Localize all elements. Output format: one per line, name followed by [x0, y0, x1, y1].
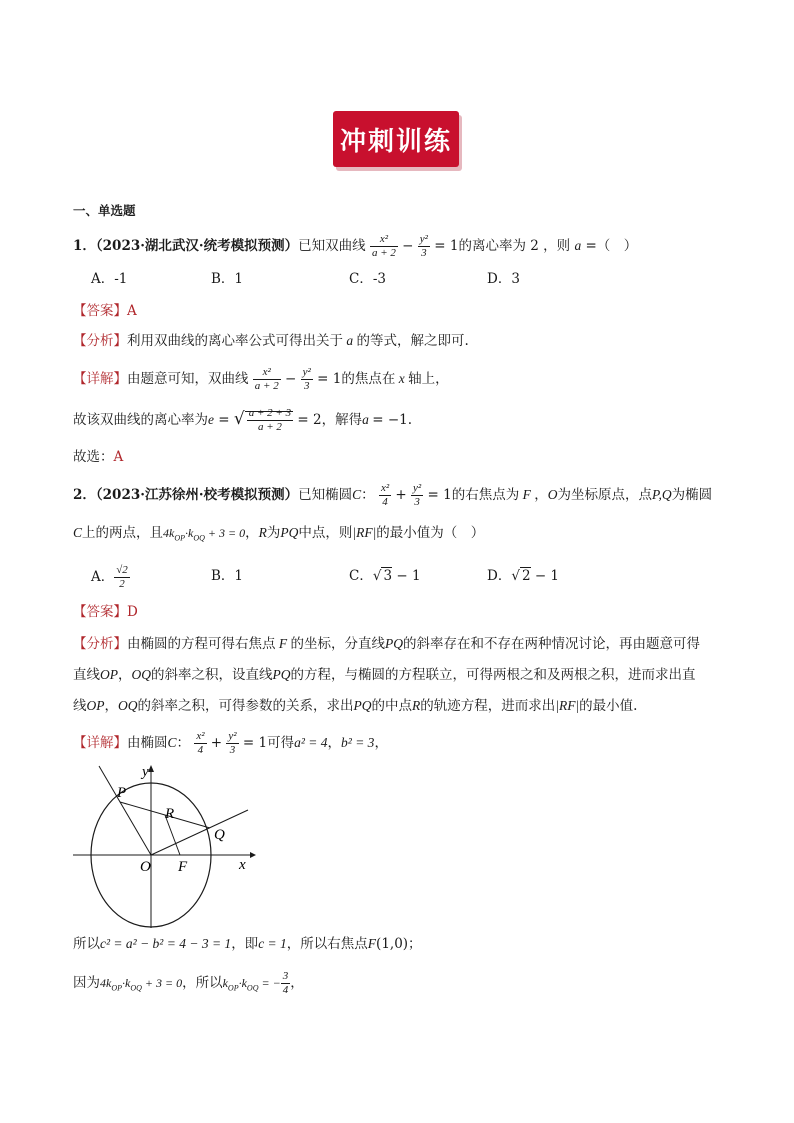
q2-detail-frac1: $\frac{\text{x²}}{4}$ [196, 730, 205, 756]
q2-analysis-l2a: 直线 [73, 667, 100, 683]
q2-analysis-l3b: 的斜率之积，可得参数的关系，求出 [137, 698, 354, 714]
q2-after-frac: $\frac{3}{4}$ [282, 970, 289, 996]
q2-option-d[interactable]: D．√ 2 − 1 [487, 568, 560, 584]
q1-line2-post: ，解得 [321, 412, 363, 428]
q1-analysis-tail: 的等式，解之即可. [356, 333, 469, 349]
q1-answer-value: A [127, 303, 137, 319]
ellipse-figure [70, 760, 260, 930]
q2-after1b: ，即 [231, 936, 259, 952]
q2-stem-pre: 已知椭圆 [298, 487, 353, 503]
label-o: O [140, 859, 151, 875]
q1-detail-post: 的焦点在 [341, 371, 396, 387]
label-x: x [239, 857, 246, 873]
q2-stem2-mid: 为 [266, 525, 281, 541]
q2-answer-label: 【答案】 [73, 604, 127, 620]
q1-line2-eq: = 2 [297, 412, 322, 428]
q2-option-b[interactable]: B．1 [211, 568, 244, 584]
q1-option-d[interactable]: D．3 [487, 271, 520, 287]
q2-stem-line2: C上的两点，且$4k_{OP}\cdot k_{OQ} + 3 = 0$，R为PQ中点，则|RF|的最小值为（ ） [73, 525, 485, 543]
q2-analysis-line1: 【分析】由椭圆的方程可得右焦点 F 的坐标，分直线PQ的斜率存在和不存在两种情况讨论，再由题意可得 [73, 636, 700, 652]
label-f: F [178, 859, 188, 875]
q1-detail: 【详解】由题意可知，双曲线 $\frac{\text{x²}}{a + 2}$ − $\frac{\text{y²}}{3}$ = 1的焦点在 x 轴上， [73, 366, 449, 392]
label-y: y [142, 764, 149, 780]
q2-stem: 2．（2023·江苏徐州·校考模拟预测）已知椭圆C： $\frac{\text{x²}}{4}$ + $\frac{\text{y²}}{3}$ = 1的右焦点为 F ，O为坐标原点，点P,Q为椭圆 [73, 482, 713, 508]
q1-choose-label: 故选： [73, 449, 114, 465]
q2-analysis-l1: 由椭圆的方程可得右焦点 [127, 636, 276, 652]
q2-frac1: $\frac{\text{x²}}{4}$ [380, 482, 390, 508]
q2-analysis-l1c: 的斜率存在和不存在两种情况讨论，再由题意可得 [403, 636, 700, 652]
q1-eq-tail: = 1 [434, 238, 459, 254]
q1-stem-pre: 已知双曲线 [298, 238, 366, 254]
section-title: 一、单选题 [73, 203, 136, 218]
q1-stem: 1．（2023·湖北武汉·统考模拟预测）已知双曲线 $\frac{\text{x²}}{a + 2}$ − $\frac{\text{y²}}{3}$ = 1的离心率为 2 ，则 a =（ ） [73, 233, 638, 259]
label-q: Q [214, 827, 225, 843]
y-axis-arrow [148, 765, 154, 772]
q2-analysis-l2c: 的方程，与椭圆的方程联立，可得两根之和及两根之积，进而求出直 [290, 667, 696, 683]
q2-analysis-l3a: 线 [73, 698, 87, 714]
q2-analysis-line2: 直线OP，OQ的斜率之积，设直线PQ的方程，与椭圆的方程联立，可得两根之和及两根之积，进而求出直 [73, 667, 696, 683]
q1-line2-result: = −1. [372, 412, 413, 428]
q1-analysis-label: 【分析】 [73, 333, 127, 349]
q2-line-c: 所以c² = a² − b² = 4 − 3 = 1，即c = 1，所以右焦点F(1,0)； [73, 936, 422, 952]
q2-option-a-label: A． [91, 569, 115, 585]
q2-answer [73, 602, 138, 622]
q2-detail-pre: 由椭圆 [127, 735, 168, 751]
x-axis-arrow [250, 852, 256, 858]
q1-number: 1． [73, 238, 96, 254]
q2-option-d-label: D． [487, 568, 512, 584]
q2-stem2-mid2: 中点，则 [298, 525, 353, 541]
q1-option-b[interactable]: B．1 [211, 271, 244, 287]
q2-analysis-l3d: 的轨迹方程，进而求出 [420, 698, 556, 714]
q2-number: 2． [73, 487, 96, 503]
label-p: P [117, 785, 127, 801]
q1-stem-end: =（ ） [585, 238, 638, 254]
q1-line2-frac: $\frac{a + 2 + 3}{a + 2}$ [248, 407, 292, 433]
q2-after2b: ，所以 [182, 975, 223, 991]
q2-analysis-l2b: 的斜率之积，设直线 [151, 667, 273, 683]
q1-source: （2023·湖北武汉·统考模拟预测） [95, 238, 299, 254]
q2-detail-label: 【详解】 [73, 735, 127, 751]
q1-line2-pre: 故该双曲线的离心率为 [73, 412, 208, 428]
q2-stem2-end: 的最小值为（ ） [376, 525, 485, 541]
q2-line-k: 因为$4k_{OP}\cdot k_{OQ} + 3 = 0$，所以$k_{OP}\cdot k_{OQ}$ = − $\frac{3}{4}$ ， [73, 970, 304, 996]
q1-detail-frac2: $\frac{\text{y²}}{3}$ [302, 366, 311, 392]
q1-answer [73, 301, 137, 321]
q2-analysis-l3c: 的中点 [371, 698, 412, 714]
q1-stem-post: 的离心率为 2 ，则 [458, 238, 571, 254]
q1-answer-label: 【答案】 [73, 303, 127, 319]
q2-after1c: ，所以右焦点 [286, 936, 368, 952]
q1-option-a[interactable]: A．-1 [91, 271, 128, 287]
q2-stem-mid: 的右焦点为 [451, 487, 520, 503]
q1-detail-line2: 故该双曲线的离心率为e = √ $\frac{a + 2 + 3}{a + 2}$ = 2，解得a = −1. [73, 407, 413, 433]
q2-stem-mid3: 为椭圆 [671, 487, 713, 503]
q1-detail-frac1: $\frac{\text{x²}}{a + 2}$ [254, 366, 279, 392]
q2-stem-mid2: 为坐标原点，点 [557, 487, 652, 503]
q2-detail-mid: 可得 [267, 735, 295, 751]
q2-option-c[interactable]: C．√ 3 − 1 [349, 568, 421, 584]
q1-detail-end: 轴上， [408, 371, 449, 387]
q2-stem2-pre: 上的两点，且 [82, 525, 164, 541]
q2-after2: 因为 [73, 975, 100, 991]
q2-option-a[interactable] [91, 564, 130, 591]
q2-analysis-label: 【分析】 [73, 636, 127, 652]
q2-after1: 所以 [73, 936, 100, 952]
q2-answer-value: D [127, 604, 138, 620]
q2-detail: 【详解】由椭圆C： $\frac{\text{x²}}{4}$ + $\frac{\text{y²}}{3}$ = 1可得a² = 4，b² = 3， [73, 730, 388, 756]
q1-analysis: 【分析】利用双曲线的离心率公式可得出关于 a 的等式，解之即可. [73, 333, 469, 349]
q2-analysis-l3e: 的最小值. [579, 698, 638, 714]
q1-frac1: $\frac{\text{x²}}{a + 2}$ [371, 233, 396, 259]
label-r: R [165, 806, 175, 822]
q2-option-a-frac: $\frac{√2}{2}$ [116, 564, 128, 590]
q2-option-c-label: C． [349, 568, 373, 584]
q1-choose [73, 447, 123, 467]
q2-frac2: $\frac{\text{y²}}{3}$ [413, 482, 422, 508]
q1-detail-pre: 由题意可知，双曲线 [127, 371, 249, 387]
q2-analysis-l1b: 的坐标，分直线 [290, 636, 385, 652]
title-banner [333, 111, 459, 167]
q1-detail-label: 【详解】 [73, 371, 127, 387]
q1-analysis-text: 利用双曲线的离心率公式可得出关于 [127, 333, 343, 349]
q1-frac2: $\frac{\text{y²}}{3}$ [419, 233, 428, 259]
q2-source: （2023·江苏徐州·校考模拟预测） [95, 487, 299, 503]
q1-choose-value: A [113, 449, 124, 465]
banner-text: 冲刺训练 [339, 126, 452, 157]
q2-detail-frac2: $\frac{\text{y²}}{3}$ [228, 730, 237, 756]
q2-analysis-line3: 线OP，OQ的斜率之积，可得参数的关系，求出PQ的中点R的轨迹方程，进而求出|RF|的最小值. [73, 698, 638, 714]
q1-option-c[interactable]: C．-3 [349, 271, 386, 287]
